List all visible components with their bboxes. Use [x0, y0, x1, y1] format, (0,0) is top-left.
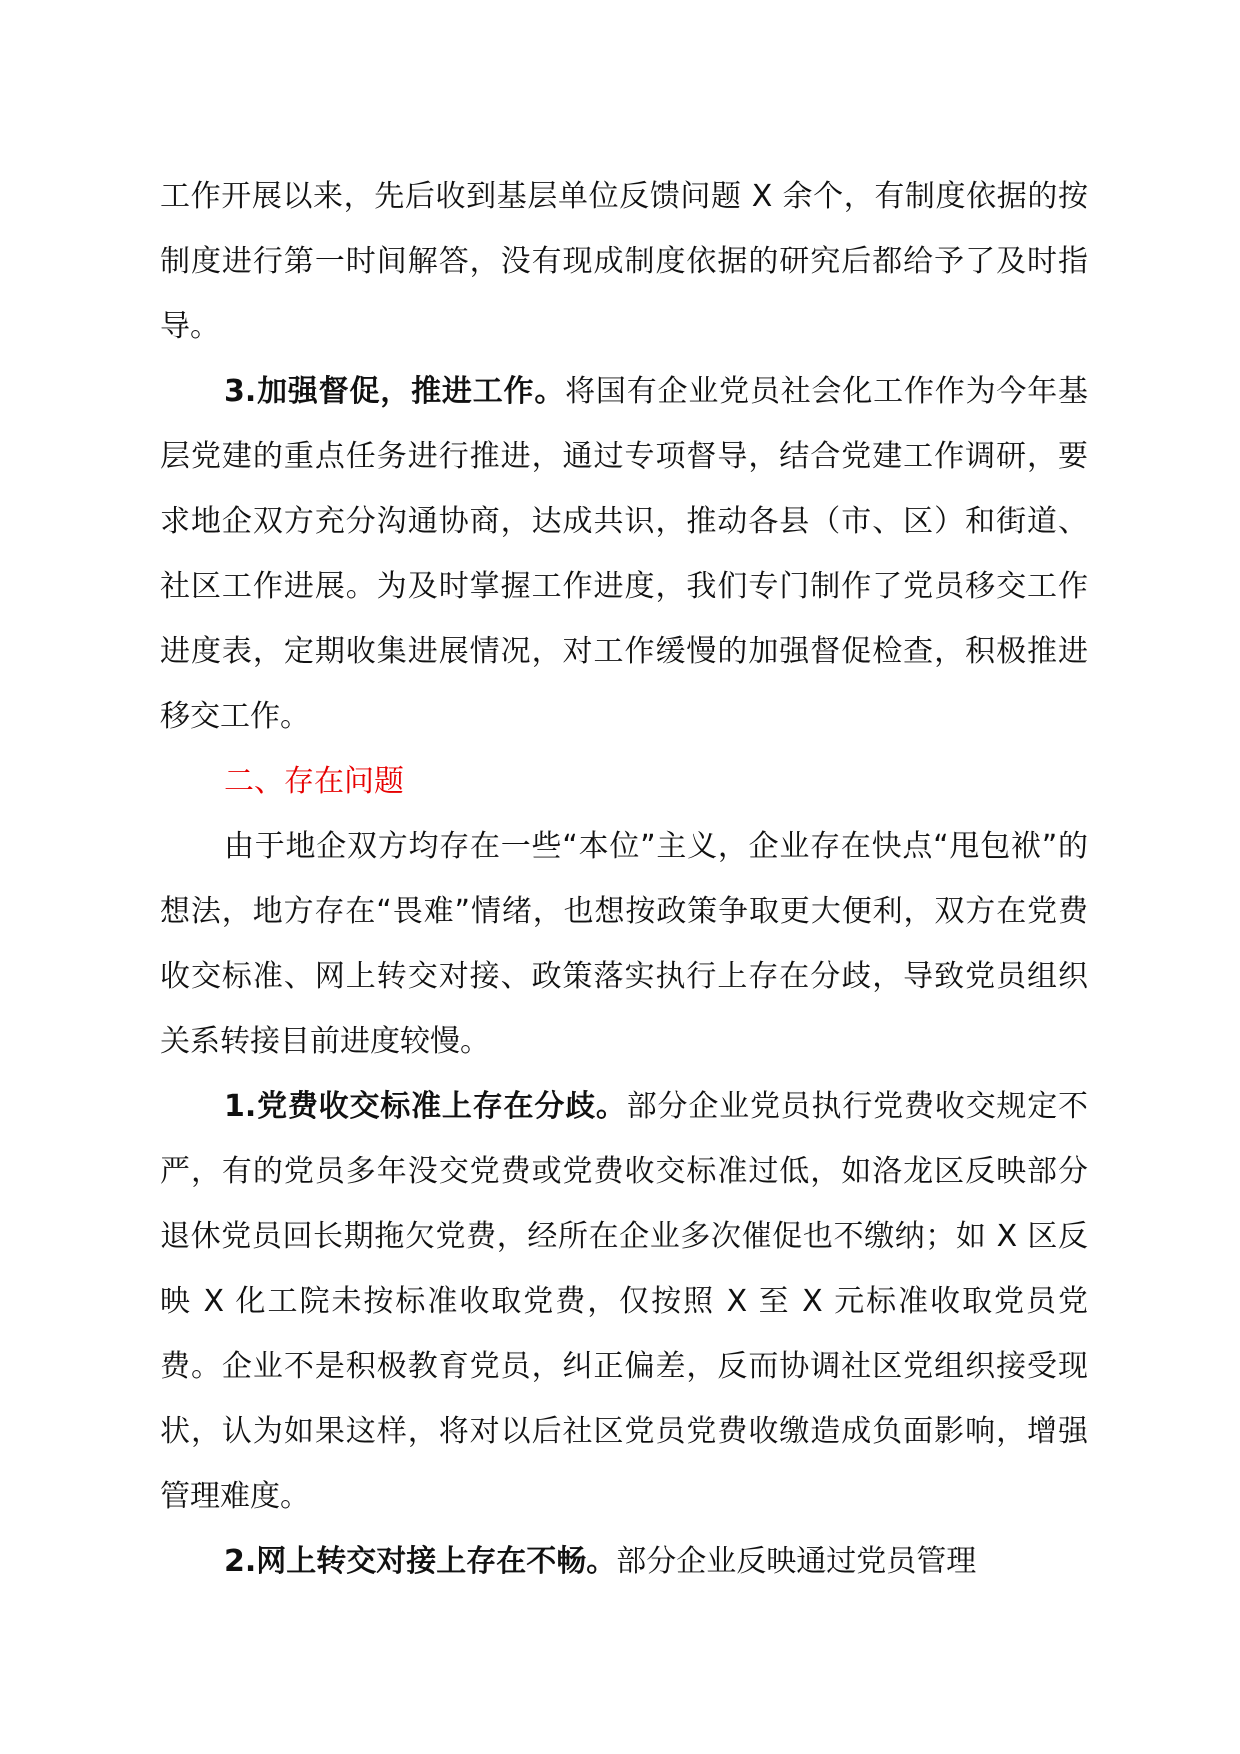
paragraph-text: 工作开展以来，先后收到基层单位反馈问题 X 余个，有制度依据的按制度进行第一时间解答，没有现成制度依据的研究后都给予了及时指导。	[160, 179, 1088, 344]
section-heading-text: 二、存在问题	[224, 764, 404, 799]
section-heading-existing-problems	[160, 749, 1088, 814]
paragraph-problems-overview	[160, 814, 1088, 1074]
paragraph-lead-heading: 2.网上转交对接上存在不畅。	[224, 1544, 617, 1579]
paragraph-text: 部分企业党员执行党费收交规定不严，有的党员多年没交党费或党费收交标准过低，如洛龙区反映部分退休党员回长期拖欠党费，经所在企业多次催促也不缴纳；如 X 区反映 X 化工院未按标准收取党费，仅按照 X 至 X 元标准收取党员党费。企业不是积极教育党员，纠正偏差，反而协调社区党组织接受现状，认为如果这样，将对以后社区党员党费收缴造成负面影响，增强管理难度。	[160, 1089, 1088, 1514]
document-body	[160, 164, 1088, 1594]
paragraph-strengthen-supervision	[160, 359, 1088, 749]
paragraph-lead-heading: 3.加强督促，推进工作。	[224, 374, 566, 409]
paragraph-text: 由于地企双方均存在一些“本位”主义，企业存在快点“甩包袱”的想法，地方存在“畏难”情绪，也想按政策争取更大便利，双方在党费收交标准、网上转交对接、政策落实执行上存在分歧，导致党员组织关系转接目前进度较慢。	[160, 829, 1088, 1059]
paragraph-continued	[160, 164, 1088, 359]
paragraph-text: 将国有企业党员社会化工作作为今年基层党建的重点任务进行推进，通过专项督导，结合党建工作调研，要求地企双方充分沟通协商，达成共识，推动各县（市、区）和街道、社区工作进展。为及时掌握工作进度，我们专门制作了党员移交工作进度表，定期收集进展情况，对工作缓慢的加强督促检查，积极推进移交工作。	[160, 374, 1088, 734]
paragraph-party-fee-standard	[160, 1074, 1088, 1529]
paragraph-online-transfer	[160, 1529, 1088, 1594]
paragraph-text: 部分企业反映通过党员管理	[616, 1544, 977, 1579]
paragraph-lead-heading: 1.党费收交标准上存在分歧。	[224, 1089, 627, 1124]
